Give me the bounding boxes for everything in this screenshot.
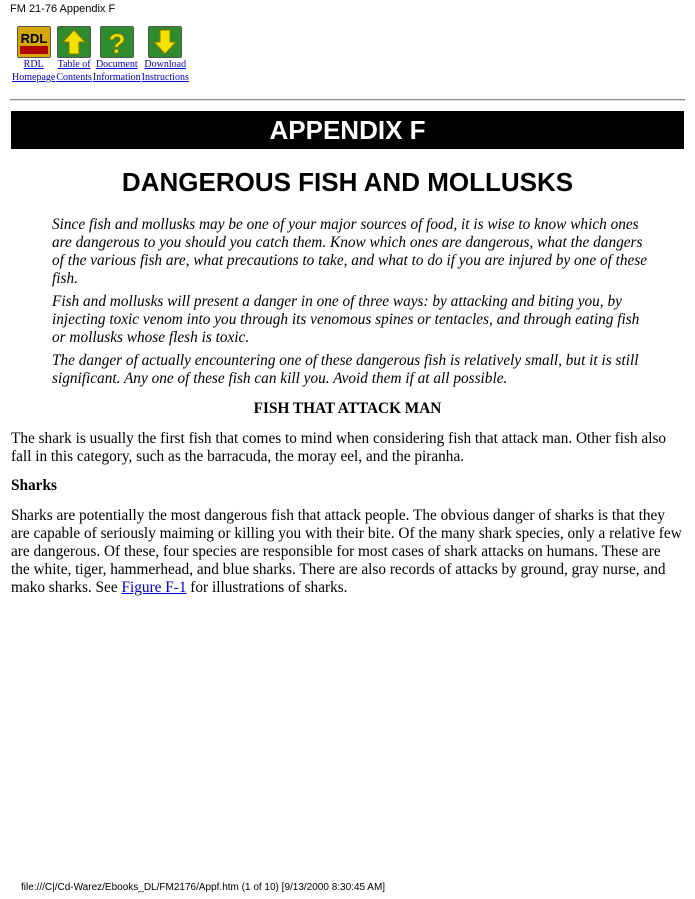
rdl-logo-icon (17, 26, 51, 58)
page-title: DANGEROUS FISH AND MOLLUSKS (121, 167, 574, 197)
nav-label-line2: Homepage (12, 72, 56, 83)
section-paragraph: The shark is usually the first fish that comes to mind when considering fish that attack man. Other fish also fall in this category, such as the barracuda, the moray eel, and the piranha. (11, 430, 667, 465)
nav-label-line2: Contents (56, 72, 92, 83)
section-heading: FISH THAT ATTACK MAN (253, 400, 442, 417)
nav-label-line1: RDL (23, 59, 44, 70)
question-mark-icon (100, 26, 134, 58)
up-arrow-icon (57, 26, 91, 58)
nav-label-line1: Document (95, 59, 138, 70)
nav-label-line1: Table of (57, 59, 91, 70)
intro-paragraph: Since fish and mollusks may be one of your major sources of food, it is wise to know which ones are dangerous to you should you catch them. Know which ones are dangerous, what the dangers of the various fish are, what precautions to take, and what to do if you are injured by one of these fish. (52, 216, 648, 287)
sharks-paragraph (11, 507, 683, 597)
nav-rdl-homepage[interactable] (12, 26, 55, 84)
nav-label-line2: Information (92, 72, 141, 83)
top-navigation (12, 26, 190, 84)
nav-label-line2: Instructions (141, 72, 189, 83)
nav-table-of-contents[interactable] (56, 26, 92, 84)
sharks-paragraph-block (11, 507, 683, 597)
intro-paragraph: The danger of actually encountering one of these dangerous fish is relatively small, but it is still significant. Any one of these fish can kill you. Avoid them if at all possible. (52, 352, 639, 387)
nav-label-line1: Download (144, 59, 187, 70)
page-header-title: FM 21-76 Appendix F (10, 3, 116, 15)
appendix-banner: APPENDIX F (11, 111, 684, 149)
rdl-logo-text: RDL (20, 31, 48, 46)
intro-paragraph: Fish and mollusks will present a danger in one of three ways: by attacking and biting you, by injecting toxic venom into you through its venomous spines or tentacles, and through eating fish or mollusks whose flesh is toxic. (52, 293, 640, 346)
figure-f1-link[interactable]: Figure F-1 (121, 579, 187, 596)
nav-document-information[interactable] (93, 26, 141, 84)
svg-text:?: ? (108, 28, 126, 57)
sharks-text-before-link: Sharks are potentially the most dangerous fish that attack people. The obvious danger of sharks is that they are capable of seriously maiming or killing you with their bite. Of the many shark species, only a relative few are dangerous. Of these, four species are responsible for most cases of shark attacks on humans. These are the white, tiger, hammerhead, and blue sharks. There are also records of attacks by ground, gray nurse, and mako sharks. See (11, 507, 682, 596)
page-footer: file:///C|/Cd-Warez/Ebooks_DL/FM2176/Appf.htm (1 of 10) [9/13/2000 8:30:45 AM] (21, 882, 386, 893)
subheading-sharks: Sharks (11, 477, 57, 494)
section-paragraph-block (11, 430, 683, 466)
intro-block (52, 216, 652, 393)
down-arrow-icon (148, 26, 182, 58)
sharks-text-after-link: for illustrations of sharks. (186, 579, 348, 596)
nav-download-instructions[interactable] (142, 26, 189, 84)
horizontal-rule (10, 99, 685, 101)
